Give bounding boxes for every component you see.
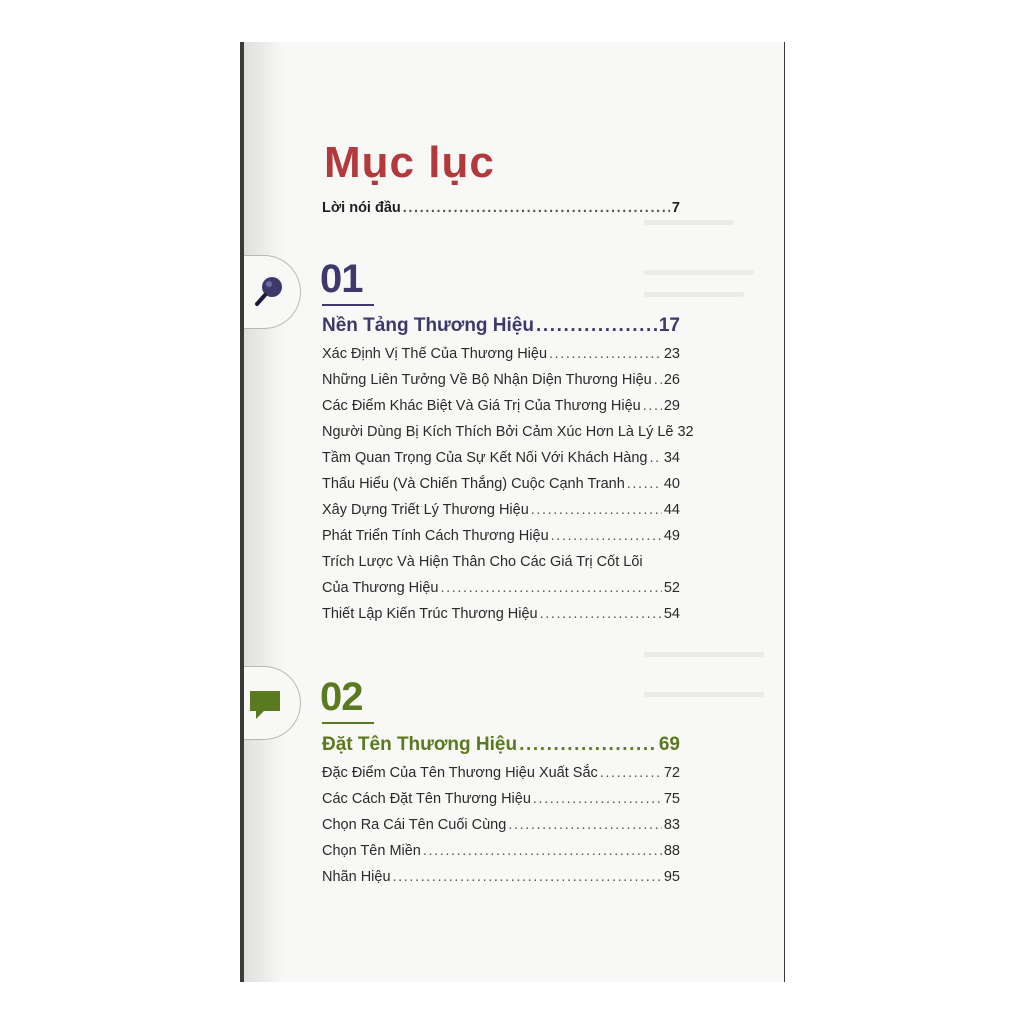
toc-entry-label: Người Dùng Bị Kích Thích Bởi Cảm Xúc Hơn Là Lý Lẽ <box>322 424 674 440</box>
dot-leader <box>508 817 662 833</box>
show-through-text <box>644 292 744 297</box>
show-through-text <box>644 652 764 657</box>
toc-entry-preface[interactable] <box>322 200 680 224</box>
toc-entry-page: 49 <box>663 528 680 544</box>
section-badge <box>244 255 301 329</box>
toc-section-title[interactable] <box>322 734 680 762</box>
toc-entry[interactable] <box>322 502 680 526</box>
dot-leader <box>403 200 670 216</box>
show-through-text <box>644 692 764 697</box>
toc-entry-label: Phát Triển Tính Cách Thương Hiệu <box>322 528 549 544</box>
toc-entry-page: 75 <box>663 791 680 807</box>
toc-entry[interactable] <box>322 476 680 500</box>
section-rule <box>322 304 374 306</box>
toc-entry-page: 52 <box>663 580 680 596</box>
toc-entry-label: Xác Định Vị Thế Của Thương Hiệu <box>322 346 548 362</box>
toc-entry-label: Chọn Ra Cái Tên Cuối Cùng <box>322 817 507 833</box>
toc-entry-label: Của Thương Hiệu <box>322 580 439 596</box>
toc-entry-page: 69 <box>658 734 680 755</box>
book-page <box>244 42 784 982</box>
dot-leader <box>654 372 662 388</box>
toc-entry-page: 7 <box>671 200 680 216</box>
magnifier-icon <box>250 272 290 312</box>
toc-entry[interactable] <box>322 372 680 396</box>
toc-entry-label: Xây Dựng Triết Lý Thương Hiệu <box>322 502 529 518</box>
toc-entry[interactable] <box>322 869 680 893</box>
speech-bubble-icon <box>248 685 288 725</box>
toc-entry-label: Đặc Điểm Của Tên Thương Hiệu Xuất Sắc <box>322 765 598 781</box>
section-rule <box>322 722 374 724</box>
toc-entry-page: 88 <box>663 843 680 859</box>
toc-entry-page: 32 <box>677 424 694 440</box>
toc-entry-label: Các Điểm Khác Biệt Và Giá Trị Của Thương Hiệu <box>322 398 641 414</box>
book-photo <box>240 42 785 982</box>
toc-entry-label: Lời nói đầu <box>322 200 401 216</box>
toc-entry-label: Nền Tảng Thương Hiệu <box>322 315 534 336</box>
toc-entry-page: 95 <box>663 869 680 885</box>
dot-leader <box>650 450 662 466</box>
toc-entry-label: Thấu Hiểu (Và Chiến Thắng) Cuộc Cạnh Tranh <box>322 476 625 492</box>
toc-entry-label: Các Cách Đặt Tên Thương Hiệu <box>322 791 531 807</box>
toc-entry-label: Tầm Quan Trọng Của Sự Kết Nối Với Khách Hàng <box>322 450 648 466</box>
toc-entry[interactable] <box>322 843 680 867</box>
toc-entry-line1[interactable] <box>322 554 680 578</box>
dot-leader <box>519 734 657 756</box>
dot-leader <box>540 606 662 622</box>
toc-entry-label: Đặt Tên Thương Hiệu <box>322 734 518 755</box>
toc-entry[interactable] <box>322 424 694 448</box>
toc-entry-page: 26 <box>663 372 680 388</box>
toc-entry-page: 44 <box>663 502 680 518</box>
dot-leader <box>531 502 662 518</box>
toc-entry[interactable] <box>322 398 680 422</box>
page-title: Mục lục <box>324 138 495 187</box>
toc-entry[interactable] <box>322 765 680 789</box>
toc-entry[interactable] <box>322 791 680 815</box>
toc-entry-page: 54 <box>663 606 680 622</box>
toc-entry-page: 29 <box>663 398 680 414</box>
toc-entry[interactable] <box>322 450 680 474</box>
dot-leader <box>627 476 662 492</box>
toc-entry-page: 40 <box>663 476 680 492</box>
toc-entry[interactable] <box>322 346 680 370</box>
toc-entry[interactable] <box>322 606 680 630</box>
dot-leader <box>551 528 662 544</box>
dot-leader <box>393 869 662 885</box>
section-badge <box>244 666 301 740</box>
dot-leader <box>440 580 661 596</box>
toc-entry-label: Nhãn Hiệu <box>322 869 391 885</box>
toc-entry-page: 23 <box>663 346 680 362</box>
toc-entry-label: Những Liên Tưởng Về Bộ Nhận Diện Thương Hiệu <box>322 372 652 388</box>
toc-entry[interactable] <box>322 817 680 841</box>
dot-leader <box>423 843 662 859</box>
toc-entry-label: Chọn Tên Miền <box>322 843 421 859</box>
dot-leader <box>536 315 657 337</box>
toc-entry-line2[interactable] <box>322 580 680 604</box>
section-number: 01 <box>320 257 363 301</box>
toc-entry[interactable] <box>322 528 680 552</box>
section-number: 02 <box>320 675 363 719</box>
toc-section-title[interactable] <box>322 315 680 343</box>
toc-entry-page: 72 <box>663 765 680 781</box>
toc-entry-page: 17 <box>658 315 680 336</box>
dot-leader <box>600 765 662 781</box>
toc-entry-label: Thiết Lập Kiến Trúc Thương Hiệu <box>322 606 538 622</box>
dot-leader <box>549 346 662 362</box>
show-through-text <box>644 270 754 275</box>
toc-entry-page: 34 <box>663 450 680 466</box>
dot-leader <box>533 791 662 807</box>
spine-shadow <box>244 42 284 982</box>
toc-entry-label: Trích Lược Và Hiện Thân Cho Các Giá Trị Cốt Lõi <box>322 554 643 570</box>
dot-leader <box>643 398 662 414</box>
toc-entry-page: 83 <box>663 817 680 833</box>
